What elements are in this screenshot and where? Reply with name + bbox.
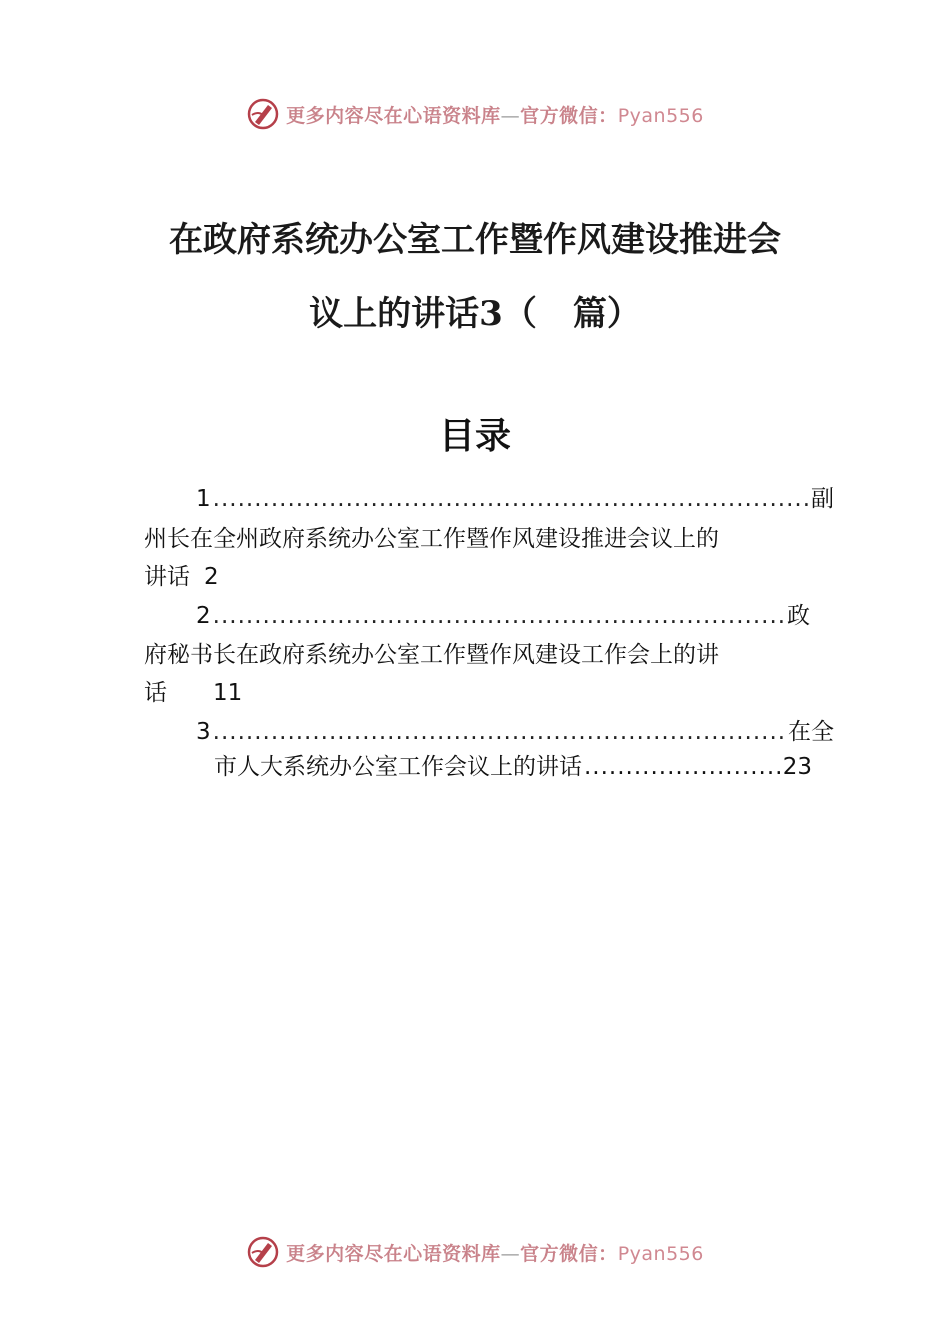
document-title-line2	[0, 286, 950, 335]
banner-separator: —	[500, 104, 521, 127]
toc-entry-page: 11	[213, 680, 243, 706]
banner-wechat-label: 官方微信：	[520, 1242, 618, 1265]
banner-wechat-label: 官方微信：	[520, 104, 618, 127]
dot-leader	[213, 603, 785, 629]
pen-logo-icon	[246, 97, 280, 131]
toc-entry-title-last: 讲话	[144, 564, 190, 590]
toc-entry-title-last: 市人大系统办公室工作会议上的讲话	[214, 754, 582, 780]
toc-entry-number: 1	[196, 486, 211, 512]
toc-entry-number: 2	[196, 603, 211, 629]
pen-logo-icon	[246, 1235, 280, 1269]
banner-separator: —	[500, 1242, 521, 1265]
title-close-paren: ）	[606, 294, 641, 334]
dot-leader	[213, 719, 786, 745]
toc-entry-title-start: 政	[787, 603, 810, 629]
banner-account: Pyan556	[617, 104, 704, 127]
footer-banner	[0, 1232, 950, 1272]
banner-account: Pyan556	[617, 1242, 704, 1265]
toc-entry-3[interactable]	[196, 713, 834, 746]
banner-text	[286, 1239, 704, 1266]
toc-entry-number: 3	[196, 719, 211, 745]
toc-entry-title-end	[144, 674, 242, 707]
toc-entry-page: 23	[782, 754, 812, 780]
title-text: 议上的讲话	[309, 294, 480, 334]
title-open-paren: （	[502, 294, 537, 334]
toc-entry-title-end	[144, 558, 219, 591]
toc-entry-title-start: 副	[811, 486, 834, 512]
title-count: 3	[479, 294, 503, 334]
toc-entry-title-start: 在全	[788, 719, 834, 745]
header-banner	[0, 94, 950, 134]
toc-entry-title-cont: 府秘书长在政府系统办公室工作暨作风建设工作会上的讲	[144, 642, 719, 668]
toc-entry-2[interactable]	[196, 597, 810, 630]
banner-brand: 更多内容尽在心语资料库	[286, 104, 501, 127]
toc-entry-page: 2	[204, 564, 219, 590]
toc-entry-1[interactable]	[196, 480, 834, 513]
dot-leader	[213, 486, 809, 512]
title-unit: 篇	[572, 294, 607, 334]
dot-leader	[584, 754, 781, 780]
banner-text	[286, 101, 704, 128]
document-title-line1: 在政府系统办公室工作暨作风建设推进会	[169, 220, 781, 260]
toc-heading: 目录	[438, 415, 511, 457]
toc-entry-title-cont	[214, 748, 812, 781]
toc-entry-title-last: 话	[144, 680, 167, 706]
banner-brand: 更多内容尽在心语资料库	[286, 1242, 501, 1265]
toc-entry-title-cont: 州长在全州政府系统办公室工作暨作风建设推进会议上的	[144, 526, 719, 552]
